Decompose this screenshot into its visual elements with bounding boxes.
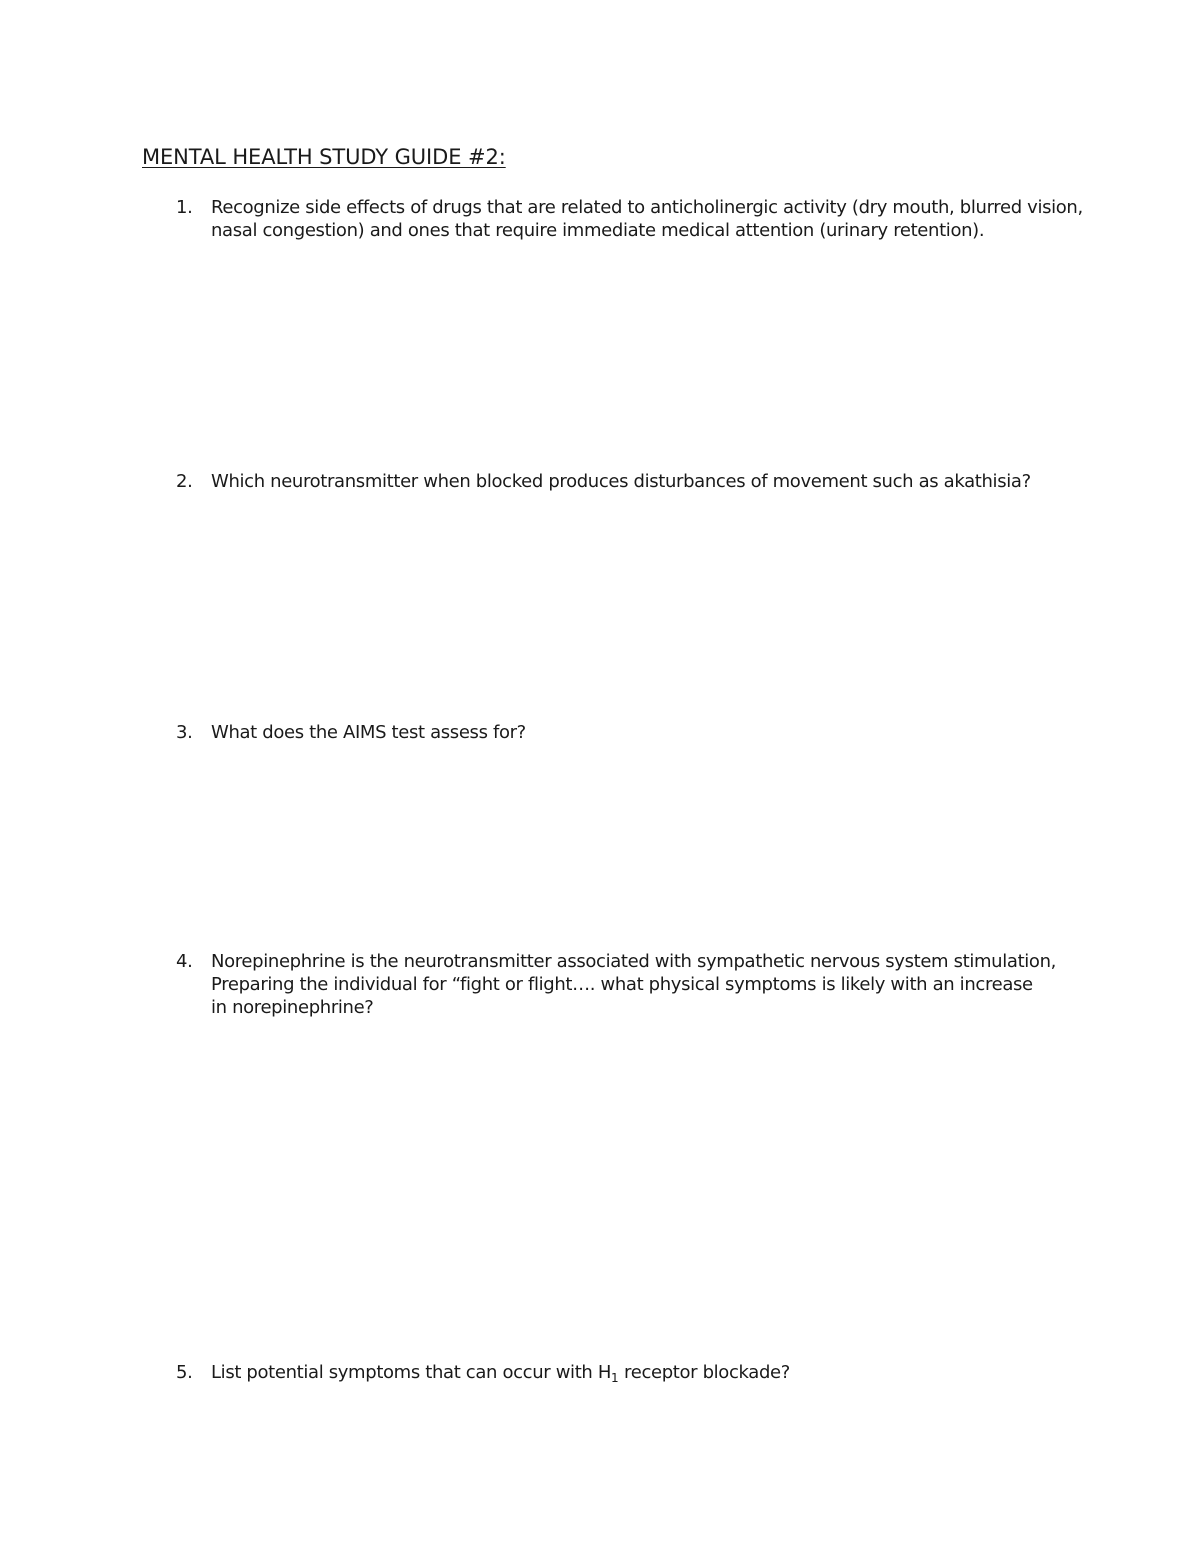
question-number: 2. xyxy=(176,471,193,492)
question-text: Recognize side effects of drugs that are related to anticholinergic activity (dry mouth, blurred vision, nasal congestion) and ones that require immediate medical attention (urinary retention). xyxy=(211,197,1083,241)
question-text-after: receptor blockade? xyxy=(618,1362,790,1383)
question-text: What does the AIMS test assess for? xyxy=(211,722,526,743)
question-5 xyxy=(176,1361,1200,1386)
question-number: 5. xyxy=(176,1362,193,1383)
question-4 xyxy=(176,950,1200,1019)
question-number: 4. xyxy=(176,951,193,972)
question-2 xyxy=(176,470,1200,493)
question-3 xyxy=(176,721,1200,744)
subscript: 1 xyxy=(611,1371,619,1385)
question-text xyxy=(211,1361,1200,1386)
question-1 xyxy=(176,196,1200,242)
question-text-before: List potential symptoms that can occur with H xyxy=(211,1362,612,1383)
question-number: 1. xyxy=(176,197,193,218)
question-text: Norepinephrine is the neurotransmitter associated with sympathetic nervous system stimulation, Preparing the individual for “fight or flight…. what physical symptoms is likely with an increase in norepinephrine? xyxy=(211,951,1057,1018)
question-number: 3. xyxy=(176,722,193,743)
page-title: MENTAL HEALTH STUDY GUIDE #2: xyxy=(142,145,506,169)
question-text: Which neurotransmitter when blocked produces disturbances of movement such as akathisia? xyxy=(211,471,1031,492)
